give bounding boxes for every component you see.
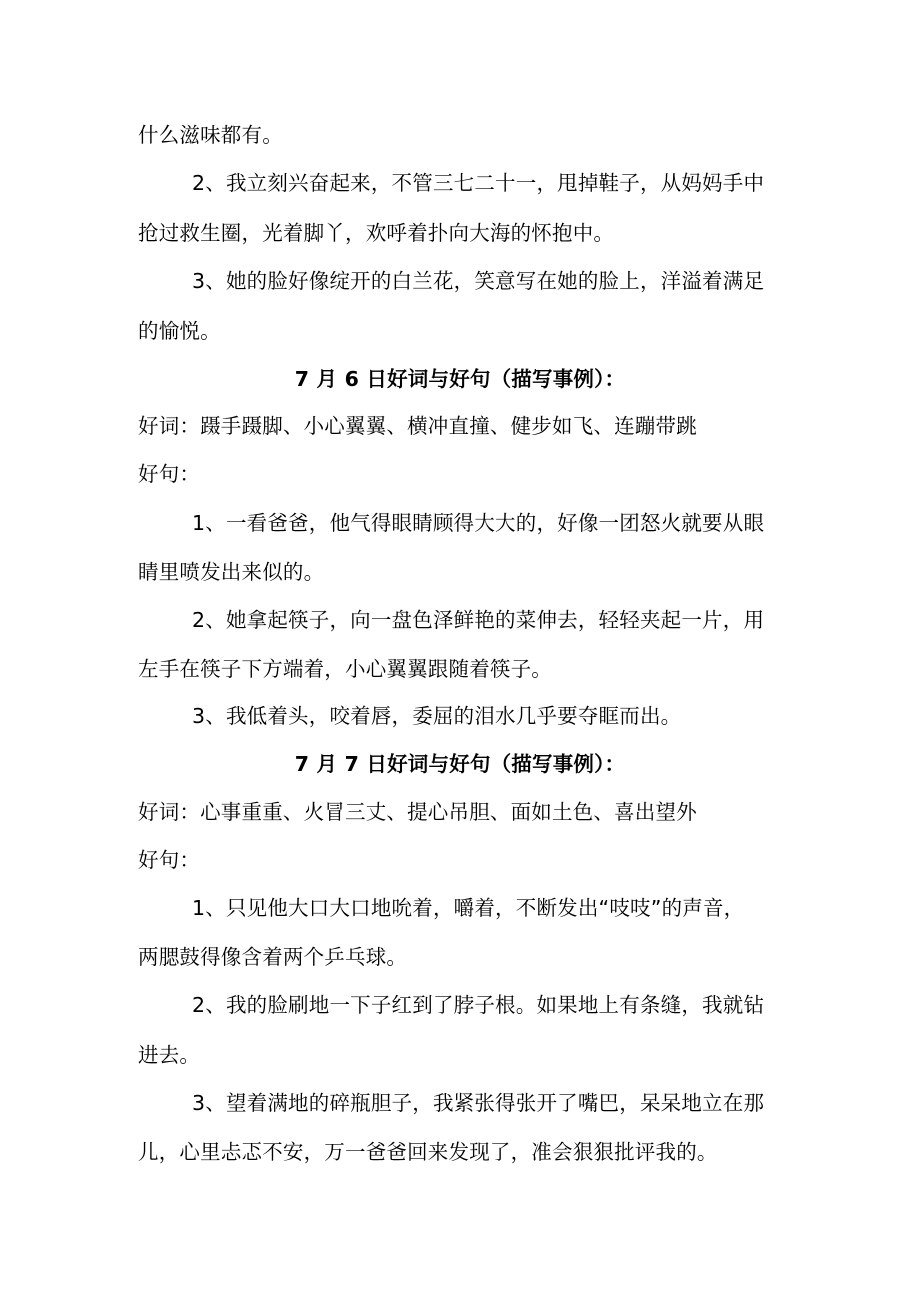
sentence-jul6-1-line1: 1、一看爸爸，他气得眼睛顾得大大的，好像一团怒火就要从眼 (192, 511, 765, 535)
sentence-jul7-1-line2: 两腮鼓得像含着两个乒乓球。 (138, 945, 408, 969)
sentence-jul6-2-line2: 左手在筷子下方端着，小心翼翼跟随着筷子。 (138, 657, 552, 681)
sentence-jul7-3-line1: 3、望着满地的碎瓶胆子，我紧张得张开了嘴巴，呆呆地立在那 (192, 1091, 765, 1115)
sentence-prev-3-line1: 3、她的脸好像绽开的白兰花，笑意写在她的脸上，洋溢着满足 (192, 269, 765, 293)
sentence-jul7-2-line1: 2、我的脸刷地一下子红到了脖子根。如果地上有条缝，我就钻 (192, 993, 765, 1017)
good-words-jul7: 好词：心事重重、火冒三丈、提心吊胆、面如土色、喜出望外 (138, 800, 697, 824)
sentence-prev-3-line2: 的愉悦。 (138, 319, 221, 343)
sentence-jul6-2-line1: 2、她拿起筷子，向一盘色泽鲜艳的菜伸去，轻轻夹起一片，用 (192, 608, 765, 632)
sentence-prev-2-line1: 2、我立刻兴奋起来，不管三七二十一，甩掉鞋子，从妈妈手中 (192, 171, 765, 195)
good-sentences-label-jul7: 好句： (138, 848, 201, 872)
section-heading-jul6: 7 月 6 日好词与好句（描写事例）： (294, 367, 626, 391)
sentence-jul7-1-line1: 1、只见他大口大口地吮着，嚼着，不断发出“吱吱”的声音， (192, 896, 745, 920)
sentence-jul7-2-line2: 进去。 (138, 1043, 201, 1067)
sentence-jul7-3-line2: 儿，心里忐忑不安，万一爸爸回来发现了，准会狠狠批评我的。 (138, 1140, 718, 1164)
sentence-jul6-3-line1: 3、我低着头，咬着唇，委屈的泪水几乎要夺眶而出。 (192, 704, 682, 728)
sentence-jul6-1-line2: 睛里喷发出来似的。 (138, 560, 325, 584)
paragraph-continuation: 什么滋味都有。 (138, 123, 283, 147)
good-sentences-label-jul6: 好句： (138, 462, 201, 486)
section-heading-jul7: 7 月 7 日好词与好句（描写事例）： (294, 752, 626, 776)
good-words-jul6: 好词：蹑手蹑脚、小心翼翼、横冲直撞、健步如飞、连蹦带跳 (138, 414, 697, 438)
sentence-prev-2-line2: 抢过救生圈，光着脚丫，欢呼着扑向大海的怀抱中。 (138, 221, 615, 245)
